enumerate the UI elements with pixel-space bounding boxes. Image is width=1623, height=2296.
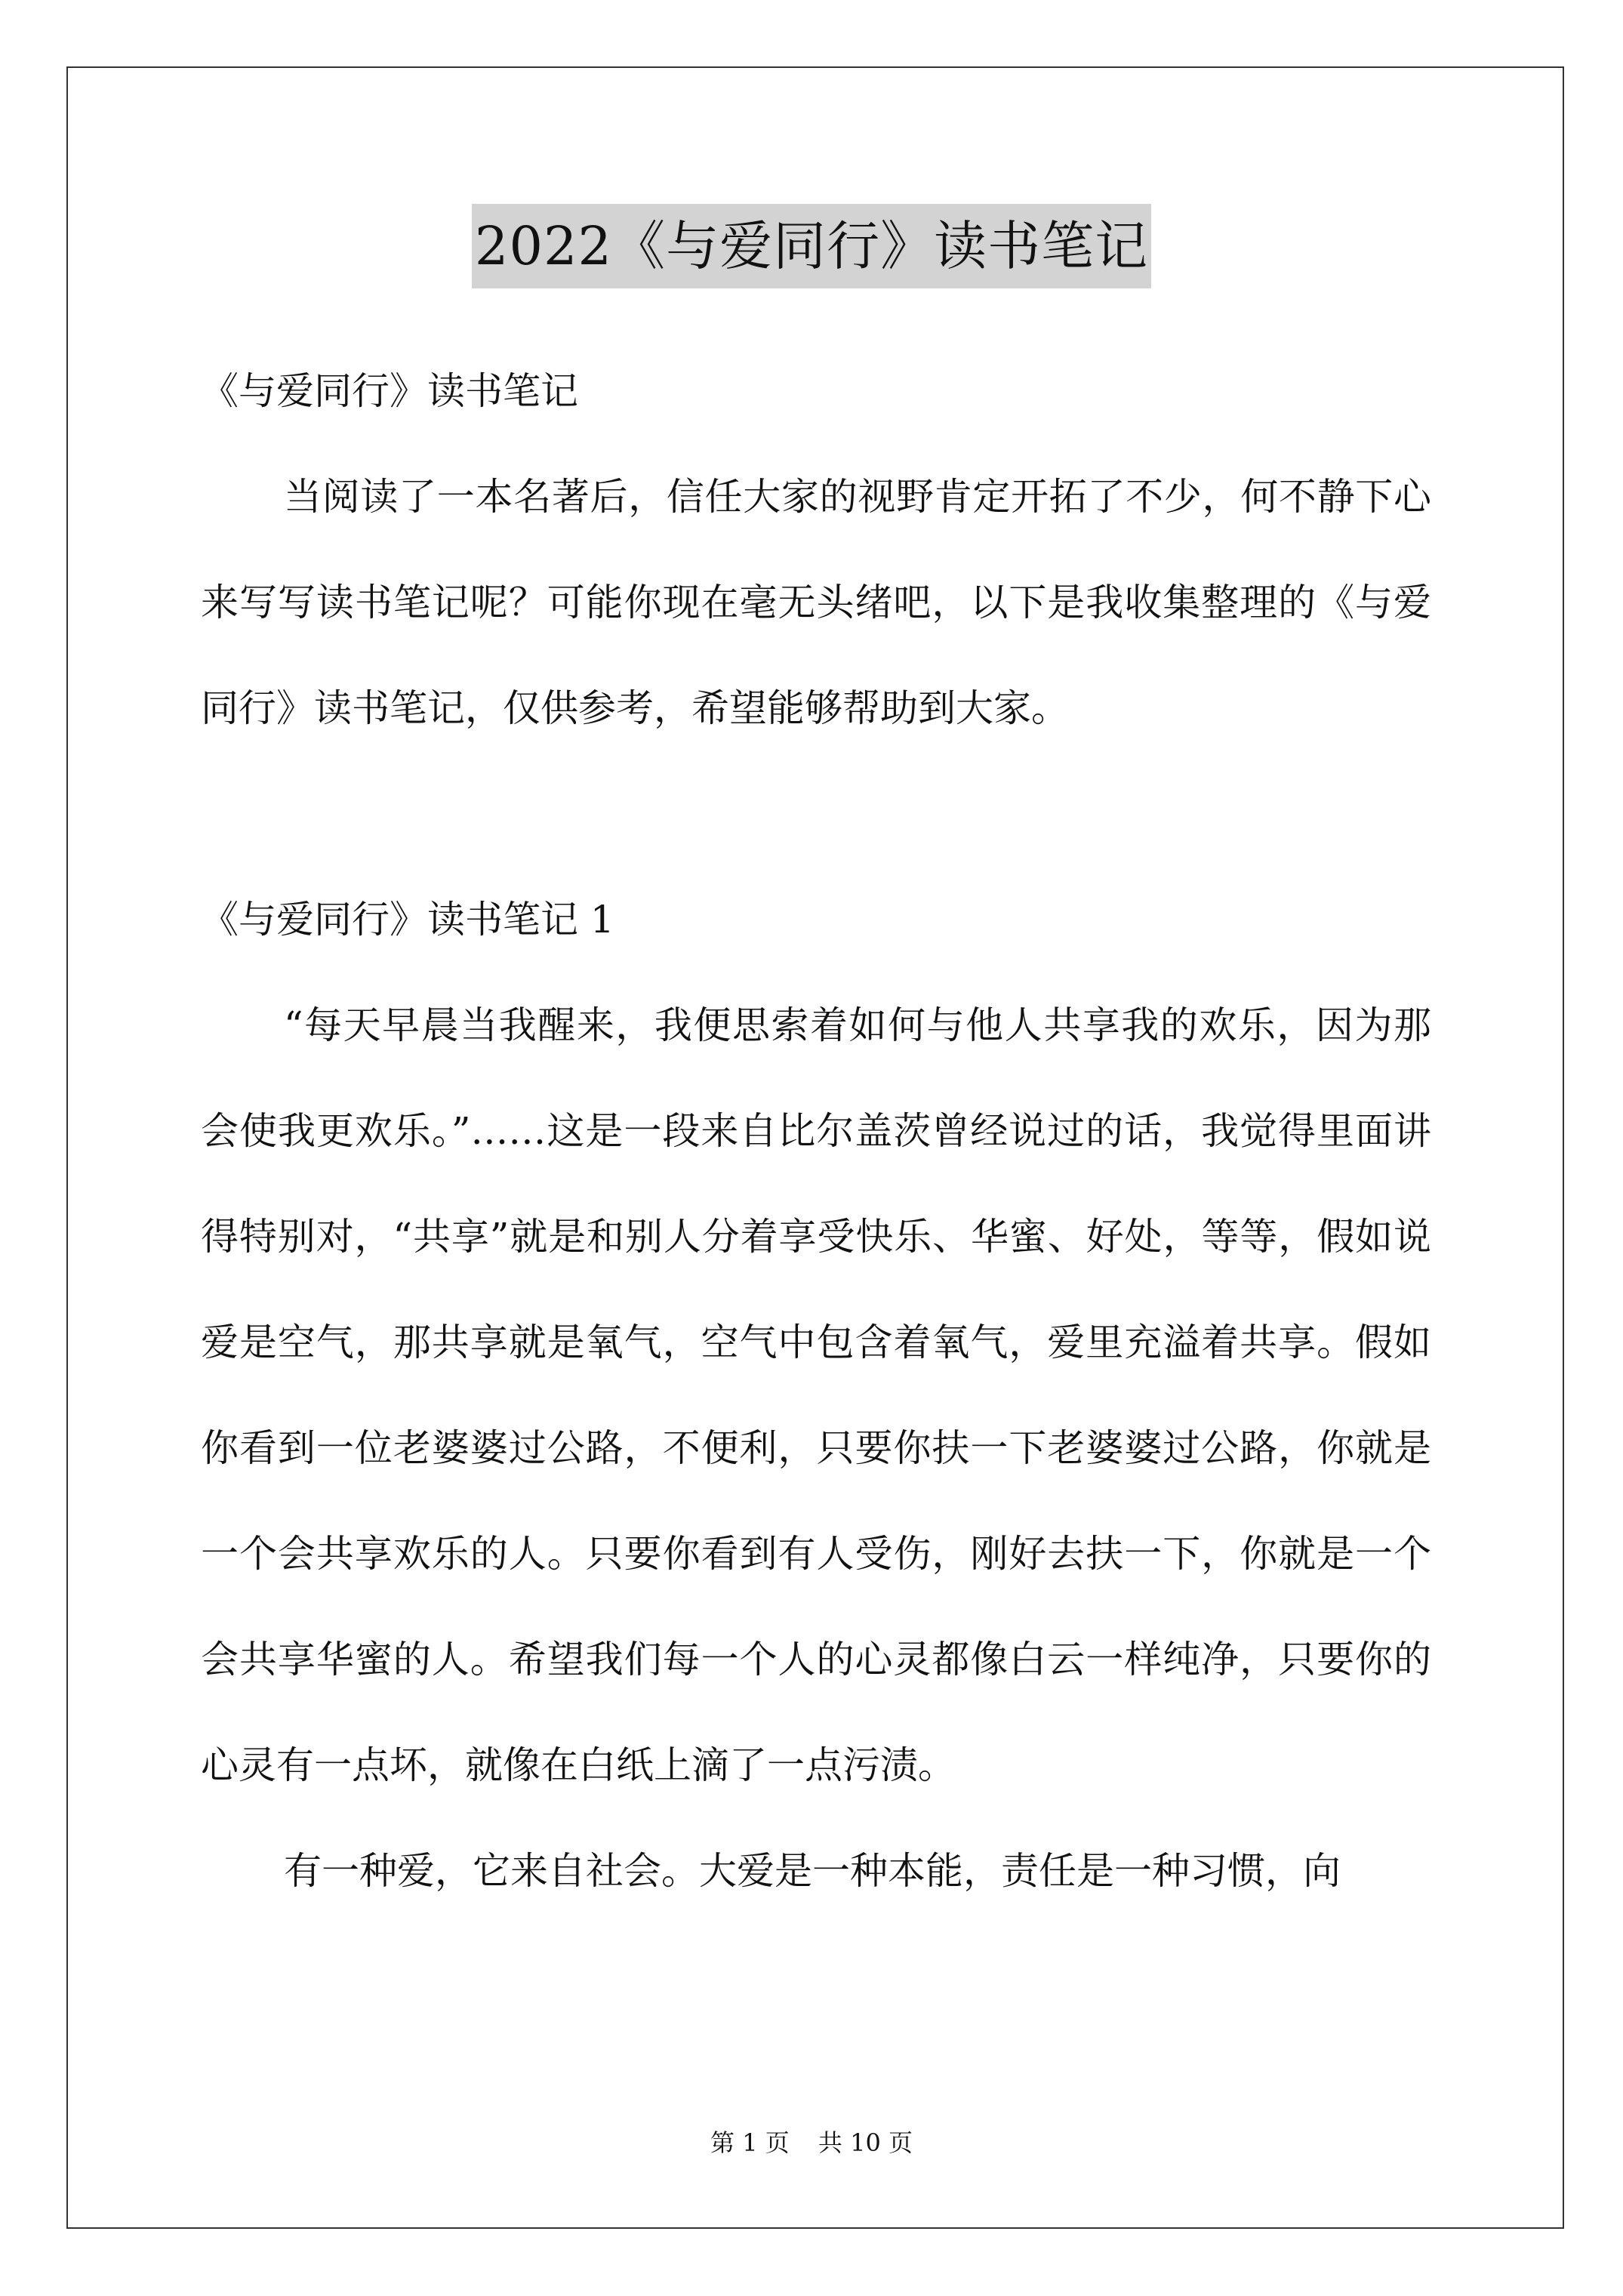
intro-paragraph: 当阅读了一本名著后，信任大家的视野肯定开拓了不少，何不静下心来写写读书笔记呢？可能你现在毫无头绪吧，以下是我收集整理的《与爱同行》读书笔记，仅供参考，希望能够帮助到大家。 [201,475,1431,730]
section-spacer [201,761,1431,867]
intro-heading: 《与爱同行》读书笔记 [201,369,578,413]
document-body [201,338,1431,1924]
title-container [0,204,1623,288]
page-footer [0,2128,1623,2158]
page-number: 第 1 页 [710,2128,790,2157]
section1-paragraph-2: 有一种爱，它来自社会。大爱是一种本能，责任是一种习惯，向 [284,1849,1341,1893]
section1-heading: 《与爱同行》读书笔记 1 [201,898,614,942]
document-title: 2022《与爱同行》读书笔记 [472,204,1151,288]
section1-paragraph-1: “每天早晨当我醒来，我便思索着如何与他人共享我的欢乐，因为那会使我更欢乐。”……这是一段来自比尔盖茨曾经说过的话，我觉得里面讲得特别对，“共享”就是和别人分着享受快乐、华蜜、好处，等等，假如说爱是空气，那共享就是氧气，空气中包含着氧气，爱里充溢着共享。假如你看到一位老婆婆过公路，不便利，只要你扶一下老婆婆过公路，你就是一个会共享欢乐的人。只要你看到有人受伤，刚好去扶一下，你就是一个会共享华蜜的人。希望我们每一个人的心灵都像白云一样纯净，只要你的心灵有一点坏，就像在白纸上滴了一点污渍。 [201,1003,1431,1787]
page-total: 共 10 页 [818,2128,913,2157]
